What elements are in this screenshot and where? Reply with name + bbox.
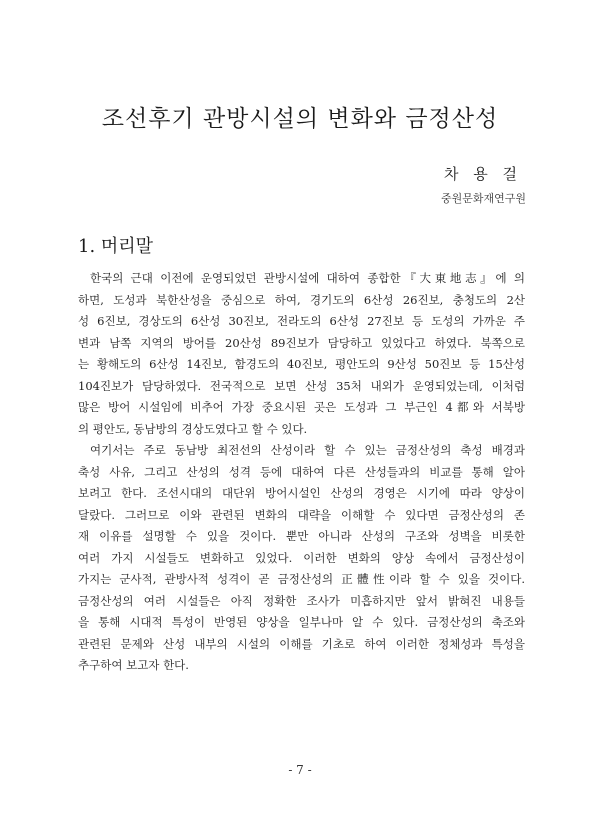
paragraph-2-line-11: 추구하여 보고자 한다.: [78, 658, 189, 672]
paragraph-1-line-6: 104진보가 담당하였다. 전국적으로 보면 산성 35처 내외가 운영되었는데, 이처럼: [78, 378, 525, 393]
paper-title: 조선후기 관방시설의 변화와 금정산성: [101, 106, 499, 132]
paragraph-1-line-5: 는 황해도의 6산성 14진보, 함경도의 40진보, 평안도의 9산성 50진보 등 15산성: [78, 357, 525, 371]
paragraph-2-line-6: 여러 가지 시설들도 변화하고 있었다. 이러한 변화의 양상 속에서 금정산성이: [78, 550, 525, 565]
paragraph-2-line-5: 재 이유를 설명할 수 있을 것이다. 뿐만 아니라 산성의 구조와 성벽을 비롯한: [78, 529, 525, 543]
paragraph-1-line-7: 많은 방어 시설임에 비추어 가장 중요시된 곳은 도성과 그 부근인 4都와 서북방: [78, 400, 525, 414]
paragraph-2-line-10: 관련된 문제와 산성 내부의 시설의 이해를 기초로 하여 이러한 정체성과 특성을: [78, 636, 525, 651]
paragraph-1-line-8: 의 평안도, 동남방의 경상도였다고 할 수 있다.: [78, 421, 308, 436]
body-text: [78, 268, 525, 677]
paragraph-1-line-3: 성 6진보, 경상도의 6산성 30진보, 전라도의 6산성 27진보 등 도성의 가까운 주: [78, 314, 525, 328]
paragraph-1-line-1: 한국의 근대 이전에 운영되었던 관방시설에 대하여 종합한『大東地志』에 의: [90, 271, 525, 285]
section-heading: 1. 머리말: [78, 236, 154, 257]
paragraph-2-line-3: 보려고 한다. 조선시대의 대단위 방어시설인 산성의 경영은 시기에 따라 양상이: [78, 486, 525, 500]
paragraph-2-line-8: 금정산성의 여러 시설들은 아직 정확한 조사가 미흡하지만 앞서 밝혀진 내용들: [78, 593, 525, 608]
paragraph-1-line-4: 변과 남쪽 지역의 방어를 20산성 89진보가 담당하고 있었다고 하였다. 북쪽으로: [78, 335, 525, 350]
author-name: 차 용 걸: [443, 165, 522, 183]
page-number: - 7 -: [288, 763, 312, 777]
paragraph-2-line-4: 달랐다. 그러므로 이와 관련된 변화의 대략을 이해할 수 있다면 금정산성의 존: [78, 507, 525, 522]
paragraph-2-line-7: 가지는 군사적, 관방사적 성격이 곧 금정산성의 正體性이라 할 수 있을 것이다.: [78, 572, 525, 586]
paragraph-2-line-9: 을 통해 시대적 특성이 반영된 양상을 일부나마 알 수 있다. 금정산성의 축조와: [78, 615, 525, 629]
paragraph-1-line-2: 하면, 도성과 북한산성을 중심으로 하여, 경기도의 6산성 26진보, 충청도의 2산: [78, 292, 525, 307]
paragraph-2-line-1: 여기서는 주로 동남방 최전선의 산성이라 할 수 있는 금정산성의 축성 배경과: [90, 443, 525, 457]
paragraph-2-line-2: 축성 사유, 그리고 산성의 성격 등에 대하여 다른 산성들과의 비교를 통해 알아: [78, 464, 525, 479]
author-affiliation: 중원문화재연구원: [440, 192, 526, 205]
